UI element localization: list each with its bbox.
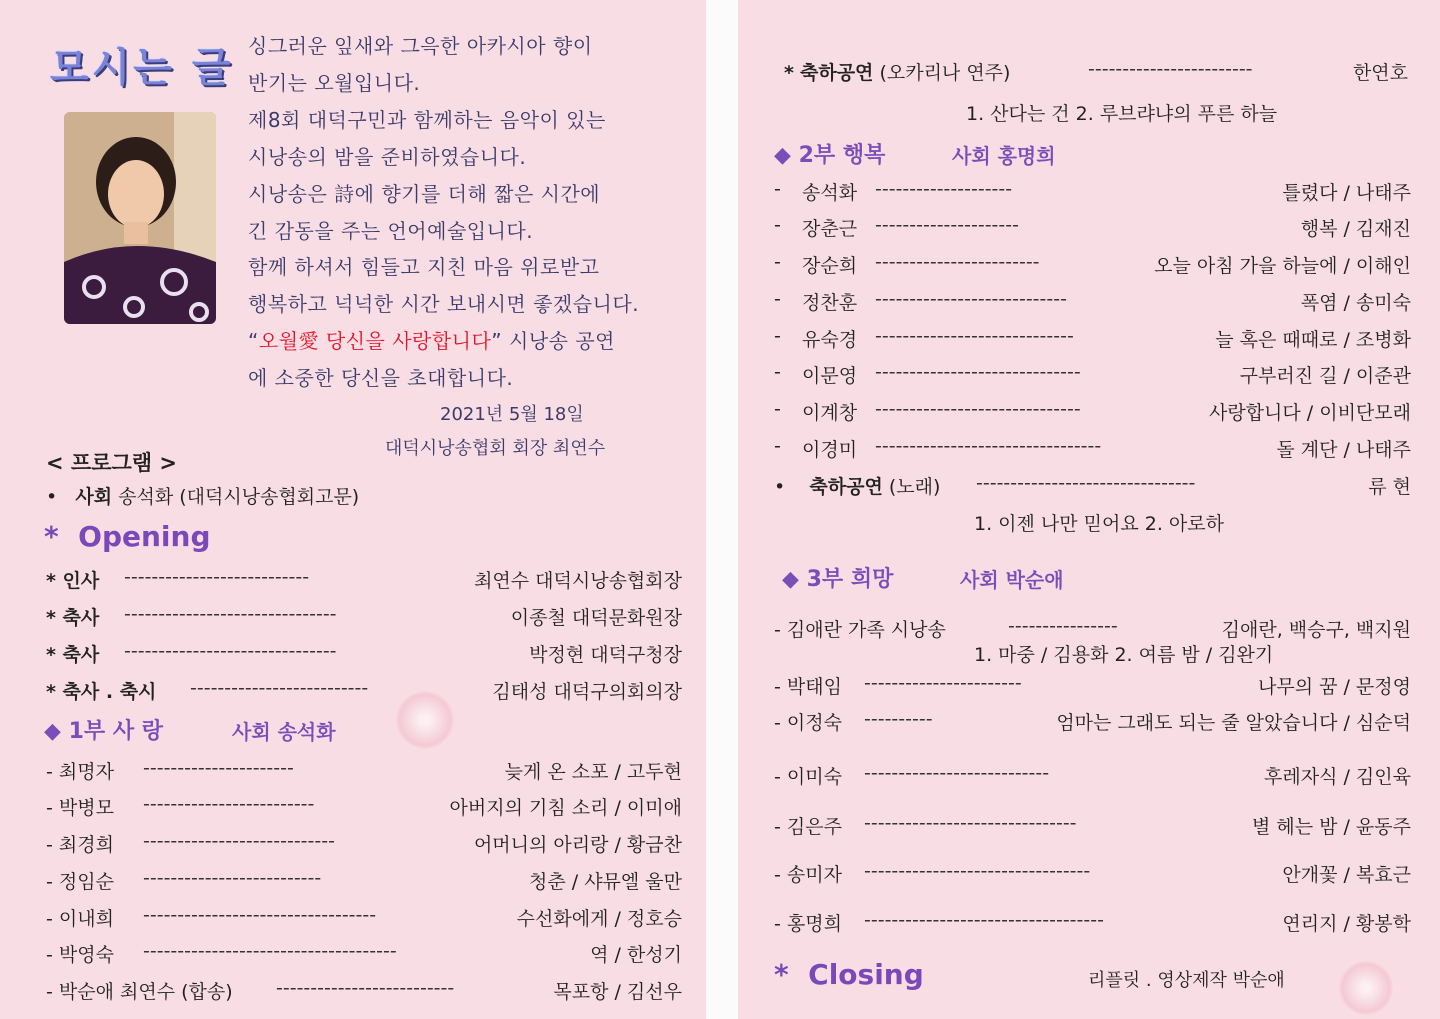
performer-name: - 홍명희 bbox=[774, 913, 842, 935]
poem-title: 행복 / 김재진 bbox=[1300, 218, 1411, 240]
intro-line: 행복하고 넉넉한 시간 보내시면 좋겠습니다. bbox=[248, 292, 640, 316]
performer-name: - 김은주 bbox=[774, 816, 842, 838]
opening-item-label: * 축사 bbox=[46, 644, 100, 666]
part2-host: 사회 홍명희 bbox=[952, 144, 1056, 168]
poem-title: 연리지 / 황봉학 bbox=[1282, 913, 1411, 935]
intro-line: 에 소중한 당신을 초대합니다. bbox=[248, 366, 514, 390]
opening-item-person: 박정현 대덕구청장 bbox=[529, 644, 682, 666]
poem-title: 엄마는 그래도 되는 줄 알았습니다 / 심순덕 bbox=[1056, 712, 1411, 734]
opening-item-person: 이종철 대덕문화원장 bbox=[510, 607, 682, 629]
poem-title: 오늘 아침 가을 하늘에 / 이해인 bbox=[1154, 255, 1411, 277]
intro-quote-line bbox=[248, 325, 615, 354]
part3-heading bbox=[782, 562, 893, 593]
intro-line: 함께 하셔서 힘들고 지친 마음 위로받고 bbox=[248, 255, 600, 279]
celebration1-label: 축하공연 bbox=[799, 62, 874, 84]
performer-name: - 김애란 가족 시낭송 bbox=[774, 619, 946, 641]
part1-host: 사회 송석화 bbox=[232, 720, 336, 744]
page-gutter bbox=[706, 0, 738, 1019]
intro-line: 제8회 대덕구민과 함께하는 음악이 있는 bbox=[248, 108, 606, 132]
star-marker: * bbox=[44, 520, 59, 553]
dash-leader: ------------------------- bbox=[143, 793, 315, 815]
poem-title: 수선화에게 / 정호승 bbox=[516, 908, 682, 930]
diamond-icon: ◆ bbox=[774, 143, 791, 168]
star-marker: * bbox=[784, 62, 794, 84]
opening-heading bbox=[44, 520, 211, 553]
flower-decoration bbox=[1338, 960, 1394, 1016]
dash-leader: ----------------------- bbox=[864, 672, 1022, 694]
dash: - bbox=[774, 178, 781, 200]
page-title: 모시는 글 bbox=[50, 45, 234, 91]
dash-leader: -------------------------------- bbox=[976, 472, 1196, 494]
intro-line: 반기는 오월입니다. bbox=[248, 71, 421, 95]
performer-name: - 박영숙 bbox=[46, 944, 114, 966]
performer-name: - 박순애 최연수 (합송) bbox=[46, 981, 233, 1003]
dash-leader: ------------------------ bbox=[875, 251, 1040, 273]
family-songs: 1. 마중 / 김용화 2. 여름 밤 / 김완기 bbox=[974, 644, 1274, 666]
performer-name: 이경미 bbox=[802, 439, 858, 461]
program-header: < 프로그램 > bbox=[46, 451, 177, 475]
poem-title: 김애란, 백승구, 백지원 bbox=[1221, 619, 1411, 641]
poem-title: 목포항 / 김선우 bbox=[553, 981, 682, 1003]
intro-line: 긴 감동을 주는 언어예술입니다. bbox=[248, 219, 534, 243]
performer-name: - 박태임 bbox=[774, 676, 842, 698]
poem-title: 아버지의 기침 소리 / 이미애 bbox=[449, 797, 682, 819]
invitation-date: 2021년 5월 18일 bbox=[440, 404, 584, 425]
performer-name: - 정임순 bbox=[46, 871, 114, 893]
dash-leader: ---------------------------- bbox=[875, 288, 1067, 310]
part1-title: 1부 사 랑 bbox=[68, 719, 163, 744]
poem-title: 늦게 온 소포 / 고두현 bbox=[504, 761, 682, 783]
opening-item-person: 김태성 대덕구의회의장 bbox=[492, 681, 682, 703]
dash: - bbox=[774, 398, 781, 420]
dash-leader: ------------------------------ bbox=[875, 361, 1081, 383]
celebration1-type: (오카리나 연주) bbox=[879, 62, 1011, 84]
bullet: • bbox=[46, 486, 58, 508]
poem-title: 별 헤는 밤 / 윤동주 bbox=[1251, 816, 1411, 838]
dash: - bbox=[774, 325, 781, 347]
event-title: 오월愛 당신을 사랑합니다 bbox=[258, 329, 492, 353]
dash: - bbox=[774, 251, 781, 273]
performer-name: 이문영 bbox=[802, 365, 858, 387]
opening-item-label: * 축사 . 축시 bbox=[46, 681, 157, 703]
performer-name: - 이정숙 bbox=[774, 712, 842, 734]
opening-item-label: * 인사 bbox=[46, 570, 100, 592]
dash-leader: ------------------------------- bbox=[124, 603, 337, 625]
performer-name: 이계창 bbox=[802, 402, 858, 424]
celebration1-songs: 1. 산다는 건 2. 루브랴냐의 푸른 하늘 bbox=[966, 103, 1278, 125]
part3-title: 3부 희망 bbox=[806, 567, 894, 592]
performer-name: 정찬훈 bbox=[802, 292, 858, 314]
performer-name: - 박병모 bbox=[46, 797, 114, 819]
poem-title: 후레자식 / 김인육 bbox=[1264, 766, 1411, 788]
quote-open: “ bbox=[248, 329, 259, 353]
dash-leader: -------------------------- bbox=[143, 867, 322, 889]
celebration2-songs: 1. 이젠 나만 믿어요 2. 아로하 bbox=[974, 513, 1224, 535]
dash-leader: -------------------------- bbox=[190, 677, 369, 699]
poem-title: 역 / 한성기 bbox=[590, 944, 682, 966]
poem-title: 폭염 / 송미숙 bbox=[1300, 292, 1411, 314]
dash-leader: ------------------------------------- bbox=[143, 940, 397, 962]
poem-title: 어머니의 아리랑 / 황금찬 bbox=[473, 834, 682, 856]
performer-name: 송석화 bbox=[802, 182, 858, 204]
dash: - bbox=[774, 361, 781, 383]
dash-leader: ------------------------------- bbox=[124, 640, 337, 662]
dash-leader: ---------------------------- bbox=[143, 830, 335, 852]
poem-title: 구부러진 길 / 이준관 bbox=[1239, 365, 1411, 387]
dash-leader: ------------------------------- bbox=[864, 812, 1077, 834]
performer-name: - 최명자 bbox=[46, 761, 114, 783]
celebration2-performer: 류 현 bbox=[1368, 476, 1411, 498]
opening-item-label: * 축사 bbox=[46, 607, 100, 629]
dash-leader: -------------------- bbox=[875, 178, 1013, 200]
opening-item-person: 최연수 대덕시낭송협회장 bbox=[474, 570, 682, 592]
right-page bbox=[738, 0, 1440, 1019]
performer-name: 유숙경 bbox=[802, 329, 858, 351]
credit-line: 리플릿 . 영상제작 박순애 bbox=[1088, 970, 1285, 991]
dash: - bbox=[774, 435, 781, 457]
intro-line: 싱그러운 잎새와 그윽한 아카시아 향이 bbox=[248, 34, 593, 58]
part2-heading bbox=[774, 138, 885, 169]
dash-leader: ------------------------ bbox=[1088, 58, 1253, 80]
performer-name: - 이미숙 bbox=[774, 766, 842, 788]
performer-name: - 최경희 bbox=[46, 834, 114, 856]
performer-name: - 송미자 bbox=[774, 864, 842, 886]
opening-label: Opening bbox=[78, 520, 211, 553]
dash-leader: --------------------------------- bbox=[875, 435, 1102, 457]
closing-heading bbox=[774, 958, 924, 991]
dash: - bbox=[774, 288, 781, 310]
part2-title: 2부 행복 bbox=[798, 143, 886, 168]
dash: - bbox=[774, 214, 781, 236]
closing-label: Closing bbox=[808, 958, 924, 991]
dash-leader: ---------------------------------- bbox=[143, 904, 377, 926]
intro-line: 시낭송의 밤을 준비하였습니다. bbox=[248, 145, 527, 169]
poem-title: 사랑합니다 / 이비단모래 bbox=[1208, 402, 1411, 424]
celebration2-type: (노래) bbox=[888, 476, 941, 498]
poem-title: 늘 혹은 때때로 / 조병화 bbox=[1215, 329, 1411, 351]
poem-title: 돌 계단 / 나태주 bbox=[1276, 439, 1411, 461]
signature: 대덕시낭송협회 회장 최연수 bbox=[385, 438, 606, 459]
left-page bbox=[0, 0, 706, 1019]
host-label: 사회 bbox=[75, 486, 113, 508]
celebration1-performer: 한연호 bbox=[1352, 62, 1408, 84]
dash-leader: ----------------------------------- bbox=[864, 909, 1104, 931]
dash-leader: ---------------- bbox=[1008, 615, 1118, 637]
host-name: 송석화 (대덕시낭송협회고문) bbox=[118, 486, 360, 508]
dash-leader: ---------------------- bbox=[143, 757, 294, 779]
part3-host: 사회 박순애 bbox=[960, 568, 1064, 592]
performer-name: 장춘근 bbox=[802, 218, 858, 240]
performer-name: - 이내희 bbox=[46, 908, 114, 930]
dash-leader: ------------------------------ bbox=[875, 398, 1081, 420]
dash-leader: --------------------------- bbox=[864, 762, 1050, 784]
celebration2-line bbox=[774, 472, 940, 499]
poem-title: 청춘 / 샤뮤엘 울만 bbox=[529, 871, 682, 893]
dash-leader: --------------------------- bbox=[124, 566, 310, 588]
celebration2-label: 축하공연 bbox=[809, 476, 883, 498]
performer-name: 장순희 bbox=[802, 255, 858, 277]
quote-rest: ” 시낭송 공연 bbox=[491, 329, 615, 353]
intro-line: 시낭송은 詩에 향기를 더해 짧은 시간에 bbox=[248, 182, 601, 206]
part1-heading bbox=[44, 714, 163, 745]
author-photo bbox=[64, 112, 216, 324]
dash-leader: -------------------------- bbox=[276, 977, 455, 999]
dash-leader: ----------------------------- bbox=[875, 325, 1074, 347]
dash-leader: --------------------- bbox=[875, 214, 1019, 236]
dash-leader: --------------------------------- bbox=[864, 860, 1091, 882]
poem-title: 나무의 꿈 / 문정영 bbox=[1258, 676, 1411, 698]
diamond-icon: ◆ bbox=[782, 567, 799, 592]
diamond-icon: ◆ bbox=[44, 719, 61, 744]
dash-leader: ---------- bbox=[864, 708, 933, 730]
host-line bbox=[46, 482, 359, 509]
poem-title: 틀렸다 / 나태주 bbox=[1282, 182, 1411, 204]
poem-title: 안개꽃 / 복효근 bbox=[1282, 864, 1411, 886]
portrait-icon bbox=[64, 112, 216, 324]
star-marker: * bbox=[774, 958, 789, 991]
celebration1-line bbox=[784, 58, 1010, 85]
bullet: • bbox=[774, 476, 786, 498]
